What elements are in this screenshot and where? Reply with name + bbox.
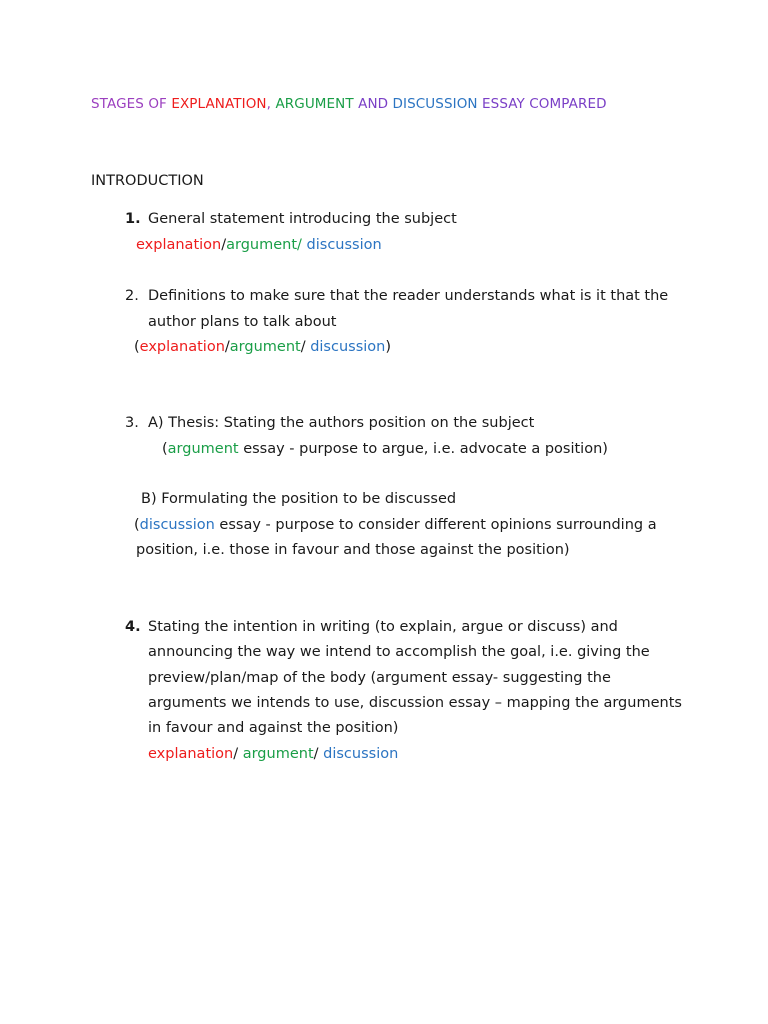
title-part-explanation: EXPLANATION — [171, 96, 267, 112]
tag-explanation: explanation — [148, 746, 234, 762]
item-4-line-4: arguments we intends to use, discussion essay – mapping the arguments — [148, 695, 682, 711]
tag-discussion: discussion — [323, 746, 399, 762]
section-heading-introduction: INTRODUCTION — [91, 173, 204, 189]
item-1-tags — [136, 235, 382, 255]
tag-separator: / — [221, 237, 227, 253]
document-title — [91, 94, 607, 114]
tag-explanation: explanation — [139, 339, 225, 355]
tag-separator: / — [224, 339, 230, 355]
title-part-essay-compared: ESSAY COMPARED — [477, 96, 607, 112]
tag-discussion: discussion — [310, 339, 386, 355]
item-4-line-2: announcing the way we intend to accomplish the goal, i.e. giving the — [148, 644, 650, 660]
item-3a-note — [162, 439, 608, 459]
item-4-tags — [148, 744, 398, 764]
item-1-text: General statement introducing the subject — [148, 211, 457, 227]
item-4-line-5: in favour and against the position) — [148, 720, 399, 736]
tag-separator: / — [233, 746, 243, 762]
tag-argument: argument — [226, 237, 298, 253]
item-1-number: 1. — [125, 211, 141, 227]
note-rest: essay - purpose to argue, i.e. advocate a position) — [238, 441, 608, 457]
tag-argument: argument — [242, 746, 314, 762]
tag-argument: argument — [229, 339, 301, 355]
item-2-line-1: Definitions to make sure that the reader understands what is it that the — [148, 288, 669, 304]
title-part-and: AND — [353, 96, 393, 112]
item-2-line-2: author plans to talk about — [148, 314, 337, 330]
item-2-tags — [134, 337, 391, 357]
note-keyword-argument: argument — [167, 441, 239, 457]
tag-open-paren: ( — [134, 339, 140, 355]
item-4-number: 4. — [125, 619, 141, 635]
tag-explanation: explanation — [136, 237, 222, 253]
tag-close-paren: ) — [385, 339, 392, 355]
tag-discussion: discussion — [306, 237, 382, 253]
item-3a-text: A) Thesis: Stating the authors position on the subject — [148, 415, 535, 431]
item-3-number: 3. — [125, 415, 139, 431]
title-part-argument: ARGUMENT — [275, 96, 354, 112]
item-2-number: 2. — [125, 288, 139, 304]
item-3b-text: B) Formulating the position to be discussed — [141, 491, 457, 507]
note-rest: essay - purpose to consider different opinions surrounding a — [214, 517, 657, 533]
item-4-line-3: preview/plan/map of the body (argument essay- suggesting the — [148, 670, 611, 686]
note-open-paren: ( — [162, 441, 168, 457]
item-3b-note-line-2: position, i.e. those in favour and those against the position) — [136, 542, 570, 558]
title-part-comma: , — [266, 96, 276, 112]
tag-separator: / — [300, 339, 311, 355]
title-part-stages-of: STAGES OF — [91, 96, 172, 112]
tag-separator: / — [313, 746, 324, 762]
tag-separator: / — [297, 237, 307, 253]
item-3b-note-line-1 — [134, 515, 657, 535]
item-4-line-1: Stating the intention in writing (to explain, argue or discuss) and — [148, 619, 618, 635]
note-open-paren: ( — [134, 517, 140, 533]
title-part-discussion: DISCUSSION — [392, 96, 478, 112]
note-keyword-discussion: discussion — [139, 517, 215, 533]
